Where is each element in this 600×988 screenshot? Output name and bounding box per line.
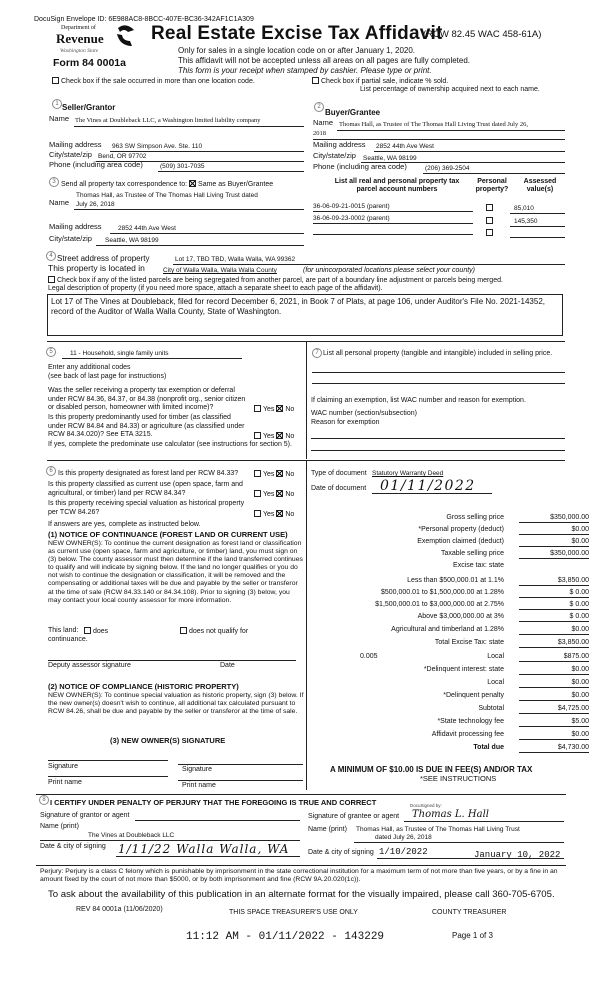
assessed-value[interactable]: 145,350 xyxy=(514,218,538,225)
buyer-name-label: Name xyxy=(313,118,334,127)
treasurer-stamp: 11:12 AM - 01/11/2022 - 143229 xyxy=(186,931,385,943)
partial-sale-label: Check box if partial sale, indicate % sold. xyxy=(321,78,449,85)
buyer-name-cont[interactable]: 2018 xyxy=(313,130,326,137)
checkbox[interactable] xyxy=(312,77,319,84)
parcels-heading: List all real and personal property tax parcel account numbers xyxy=(334,178,460,194)
notice-continuance-title: (1) NOTICE OF CONTINUANCE (FOREST LAND OR CURRENT USE) xyxy=(48,530,288,539)
section-num-1: 1 xyxy=(52,99,62,109)
page-title: Real Estate Excise Tax Affidavit xyxy=(151,23,443,44)
wa-logo-icon xyxy=(114,24,136,48)
tax-row-value[interactable]: $0.00 xyxy=(519,731,589,740)
grantor-name[interactable]: The Vines at Doubleback LLC xyxy=(88,832,175,839)
land-label: This land: xyxy=(48,627,79,634)
tax-row-value[interactable]: $3,850.00 xyxy=(519,577,589,586)
tax-row-value[interactable]: $5.00 xyxy=(519,718,589,727)
seller-city-label: City/state/zip xyxy=(49,150,92,159)
checkbox[interactable] xyxy=(52,77,59,84)
does-checkbox[interactable]: does xyxy=(84,627,108,636)
historic-yes-no[interactable]: Yes No xyxy=(254,510,294,519)
forest-land-question: Is this property designated as forest land per RCW 84.33? xyxy=(58,470,239,477)
correspondence-city-label: City/state/zip xyxy=(49,234,92,243)
predominate-use-note: If yes, complete the predominate use calculator (see instructions for section 5). xyxy=(48,441,292,448)
segregated-checkbox[interactable] xyxy=(48,276,503,285)
correspondence-city[interactable]: Seattle, WA 98199 xyxy=(105,237,159,244)
tax-row-value[interactable]: $4,725.00 xyxy=(519,705,589,714)
notice-compliance-text: NEW OWNER(S): To continue special valuation as historic property, sign (3) below. If the new owner(s) doesn't wish to continue, all additional tax calculated pursuant to RCW 84.26, shall be due and payable by the seller or transferor at the time of sale. xyxy=(48,692,304,716)
treasurer-use-label: THIS SPACE TREASURER'S USE ONLY xyxy=(229,909,358,916)
header-note: This form is your receipt when stamped by cashier. Please type or print. xyxy=(178,66,432,75)
dept-state: Washington State xyxy=(60,48,99,54)
land-use-code[interactable]: 11 - Household, single family units xyxy=(70,350,169,357)
grantee-signature[interactable]: Thomas L. Hall xyxy=(412,809,489,820)
tax-row-label: $500,000.01 to $1,500,000.00 at 1.28% xyxy=(381,589,504,596)
tax-row-label: Less than $500,000.01 at 1.1% xyxy=(407,577,504,584)
buyer-city-label: City/state/zip xyxy=(313,151,356,160)
personal-heading: Personal property? xyxy=(475,178,509,194)
print-name-label: Print name xyxy=(182,782,216,789)
tax-row-label: Above $3,000,000.00 at 3% xyxy=(417,613,504,620)
same-as-buyer-checkbox[interactable] xyxy=(189,180,196,187)
timber-question: Is this property predominantly used for timber (as classified under RCW 84.84 and 84.33) or agriculture (as classified under RCW 84.34.020)? See ETA 3215. xyxy=(48,414,245,438)
multi-location-label: Check box if the sale occurred in more than one location code. xyxy=(61,78,255,85)
tax-row-label: Total due xyxy=(473,744,504,751)
section-num-4: 4 xyxy=(46,251,56,261)
tax-row-label: Total Excise Tax: state xyxy=(434,639,504,646)
segregated-label: Check box if any of the listed parcels are being segregated from another parcel, are part of a boundary line adjustment or parcels being merged. xyxy=(57,277,503,284)
correspondence-mailing[interactable]: 2852 44th Ave West xyxy=(118,225,176,232)
docusigned-label: DocuSigned by: xyxy=(410,803,442,808)
seller-city[interactable]: Bend, OR 97702 xyxy=(98,153,147,160)
tax-row-label: Local xyxy=(487,679,504,686)
seller-phone-label: Phone (including area code) xyxy=(49,160,143,169)
grantor-date-city-label: Date & city of signing xyxy=(40,843,106,850)
multi-location-checkbox[interactable] xyxy=(52,77,255,86)
tax-row-value[interactable]: $0.00 xyxy=(519,666,589,675)
print-name-label: Print name xyxy=(48,779,82,786)
grantee-date-city-label: Date & city of signing xyxy=(308,849,374,856)
notice-continuance-text: NEW OWNER(S): To continue the current designation as forest land or classification as current use (open space, farm and agriculture, or timber) land, you must sign on (3) below. The county assessor must then determine if the land transferred continues to qualify and will indicate by signing below. If the land no longer qualifies or you do not wish to continue the designation or classification, it will be removed and the compensating or additional taxes will be due and payable by the seller or transferor at the time of sale (RCW 84.33.140 or 84.34.108). Prior to signing (3) below, you may contact your local county assessor for more information. xyxy=(48,540,303,604)
grantee-name-label: Name (print) xyxy=(308,826,347,833)
tax-row-value[interactable]: $350,000.00 xyxy=(519,514,589,523)
correspondence-name-line1[interactable]: Thomas Hall, as Trustee of The Thomas Hall Living Trust dated xyxy=(76,192,258,199)
tax-row-value[interactable]: $0.00 xyxy=(519,538,589,547)
located-note: (for unincorporated locations please select your county) xyxy=(303,267,475,274)
form-revision: REV 84 0001a (11/06/2020) xyxy=(76,906,163,913)
section-num-3: 3 xyxy=(49,177,59,187)
local-rate: 0.005 xyxy=(360,653,378,660)
buyer-mailing-label: Mailing address xyxy=(313,140,366,149)
seller-name[interactable]: The Vines at Doubleback LLC, a Washington limited liability company xyxy=(75,117,261,124)
street-label: Street address of property xyxy=(57,254,150,263)
tax-row-value[interactable]: $ 0.00 xyxy=(519,613,589,622)
dept-name: Revenue xyxy=(56,31,104,46)
form-number: Form 84 0001a xyxy=(53,57,126,69)
exemption-reason-label: Reason for exemption xyxy=(311,419,380,426)
parcel-number[interactable]: 36-06-09-23-0002 (parent) xyxy=(313,215,390,222)
tax-row-label: *Delinquent interest: state xyxy=(423,666,504,673)
grantee-name[interactable]: Thomas Hall, as Trustee of The Thomas Hall Living Trust xyxy=(356,826,520,833)
tax-row-label: *State technology fee xyxy=(437,718,504,725)
street-address[interactable]: Lot 17, TBD TBD, Walla Walla, WA 99362 xyxy=(175,256,296,263)
buyer-phone-label: Phone (including area code) xyxy=(313,162,407,171)
section-num-2: 2 xyxy=(314,102,324,112)
certify-title: I CERTIFY UNDER PENALTY OF PERJURY THAT THE FOREGOING IS TRUE AND CORRECT xyxy=(50,798,377,807)
assessed-heading: Assessed value(s) xyxy=(523,178,557,194)
tax-row-value[interactable]: $ 0.00 xyxy=(519,601,589,610)
grantee-date[interactable]: 1/10/2022 xyxy=(379,847,428,857)
notice-compliance-title: (2) NOTICE OF COMPLIANCE (HISTORIC PROPERTY) xyxy=(48,682,239,691)
tax-row-label: Local xyxy=(487,653,504,660)
deputy-signature-label: Deputy assessor signature xyxy=(48,662,131,669)
doc-date[interactable]: 01/11/2022 xyxy=(380,478,476,494)
tax-row-value[interactable]: $4,730.00 xyxy=(519,744,589,753)
located-label: This property is located in xyxy=(48,263,145,273)
see-instructions: *SEE INSTRUCTIONS xyxy=(420,774,497,783)
tax-row-value[interactable]: $ 0.00 xyxy=(519,589,589,598)
tax-row-label: Excise tax: state xyxy=(453,562,504,569)
buyer-phone[interactable]: (206) 369-2504 xyxy=(425,165,470,172)
correspondence-mailing-label: Mailing address xyxy=(49,222,102,231)
assessed-value[interactable]: 85,010 xyxy=(514,205,534,212)
continuance-label: continuance. xyxy=(48,636,88,643)
partial-sale-checkbox[interactable] xyxy=(312,77,448,86)
legal-label: Legal description of property (if you need more space, attach a separate sheet to each page of the affidavit). xyxy=(48,285,383,292)
dept-line: Department of xyxy=(61,25,96,31)
grantor-signature-label: Signature of grantor or agent xyxy=(40,812,130,819)
doc-date-label: Date of document xyxy=(311,485,367,492)
header-note: Only for sales in a single location code on or after January 1, 2020. xyxy=(178,46,416,55)
located-in[interactable]: City of Walla Walla, Walla Walla County xyxy=(163,267,277,274)
seller-mailing-label: Mailing address xyxy=(49,140,102,149)
if-yes-note: If answers are yes, complete as instructed below. xyxy=(48,521,201,528)
tax-row-value[interactable]: $0.00 xyxy=(519,526,589,535)
personal-property-checkbox[interactable] xyxy=(486,229,495,238)
tax-row-label: Gross selling price xyxy=(446,514,504,521)
minimum-fee-note: A MINIMUM OF $10.00 IS DUE IN FEE(S) AND/OR TAX xyxy=(330,765,533,774)
percentage-note: List percentage of ownership acquired next to each name. xyxy=(360,86,540,93)
envelope-id: DocuSign Envelope ID: 6E988AC8-8BCC-407E-BC36-342AF1C1A309 xyxy=(34,16,254,23)
signature-label: Signature xyxy=(48,763,78,770)
current-use-question: Is this property classified as current use (open space, farm and agricultural, or timber) land per RCW 84.34? xyxy=(48,481,243,497)
doc-type[interactable]: Statutory Warranty Deed xyxy=(372,470,444,477)
new-owner-signature-title: (3) NEW OWNER(S) SIGNATURE xyxy=(110,736,226,745)
grantor-date-city[interactable]: 1/11/22 Walla Walla, WA xyxy=(118,842,290,856)
tax-row-label: Affidavit processing fee xyxy=(431,731,504,738)
tax-row-label: Exemption claimed (deduct) xyxy=(417,538,504,545)
timber-yes-no[interactable]: Yes No xyxy=(254,432,294,441)
grantor-name-label: Name (print) xyxy=(40,823,79,830)
rcw-reference: (RCW 82.45 WAC 458-61A) xyxy=(423,29,542,40)
tax-row-label: Taxable selling price xyxy=(440,550,504,557)
buyer-mailing[interactable]: 2852 44th Ave West xyxy=(376,143,434,150)
seller-phone[interactable]: (509) 301-7035 xyxy=(160,163,205,170)
seller-mailing[interactable]: 963 SW Simpson Ave. Ste. 110 xyxy=(112,143,203,150)
tax-row-label: Agricultural and timberland at 1.28% xyxy=(391,626,504,633)
exemption-yes-no[interactable]: Yes No xyxy=(254,405,294,414)
tax-row-value[interactable]: $350,000.00 xyxy=(519,550,589,559)
wac-claim-label: If claiming an exemption, list WAC number and reason for exemption. xyxy=(311,397,526,404)
grantee-name-cont[interactable]: dated July 26, 2018 xyxy=(375,834,432,841)
see-back-label: (see back of last page for instructions) xyxy=(48,373,167,380)
tax-row-value[interactable]: $0.00 xyxy=(519,626,589,635)
doc-type-label: Type of document xyxy=(311,470,367,477)
correspondence-name-label: Name xyxy=(49,198,70,207)
tax-row-label: *Delinquent penalty xyxy=(443,692,504,699)
grantee-signature-label: Signature of grantee or agent xyxy=(308,813,400,820)
exemption-question: Was the seller receiving a property tax exemption or deferral under RCW 84.36, 84.37, or 84.38 (nonprofit org., senior citizen or disabled person, homeowner with limited income)? xyxy=(48,387,246,411)
section-num-6: 6 xyxy=(46,466,56,476)
buyer-city[interactable]: Seattle, WA 98199 xyxy=(363,155,417,162)
parcel-number[interactable]: 36-06-09-21-0015 (parent) xyxy=(313,203,390,210)
tax-row-value[interactable]: $3,850.00 xyxy=(519,639,589,648)
tax-row-value[interactable]: $0.00 xyxy=(519,679,589,688)
wac-number-label: WAC number (section/subsection) xyxy=(311,410,417,417)
header-note: This affidavit will not be accepted unless all areas on all pages are fully completed. xyxy=(178,56,471,65)
seller-heading: Seller/Grantor xyxy=(62,103,116,112)
tax-row-value[interactable]: $0.00 xyxy=(519,692,589,701)
tax-row-label: $1,500,000.01 to $3,000,000.00 at 2.75% xyxy=(375,601,504,608)
current-use-yes-no[interactable]: Yes No xyxy=(254,490,294,499)
page-number: Page 1 of 3 xyxy=(452,931,493,940)
buyer-heading: Buyer/Grantee xyxy=(325,108,381,117)
header-notes xyxy=(178,46,470,76)
grantee-date-long[interactable]: January 10, 2022 xyxy=(474,850,561,860)
personal-property-checkbox[interactable] xyxy=(486,204,495,213)
correspondence-label: Send all property tax correspondence to: Same as Buyer/Grantee xyxy=(61,181,274,188)
section-num-5: 5 xyxy=(46,347,56,357)
personal-property-list: List all personal property (tangible and intangible) included in selling price. xyxy=(323,350,553,357)
section-num-7: 7 xyxy=(312,348,322,358)
legal-description[interactable]: Lot 17 of The Vines at Doubleback, filed for record December 6, 2021, in Book 7 of Plats, at page 106, under Auditor's File No. 2021-14352, record of the Auditor of Walla Walla County, State of Washington. xyxy=(47,294,563,336)
forest-yes-no[interactable]: Yes No xyxy=(254,470,294,479)
deputy-date-label: Date xyxy=(220,662,235,669)
personal-property-checkbox[interactable] xyxy=(486,217,495,226)
buyer-name[interactable]: Thomas Hall, as Trustee of The Thomas Hall Living Trust dated July 26, xyxy=(339,121,528,128)
alt-format-note: To ask about the availability of this publication in an alternate format for the visually impaired, please call 360-705-6705. xyxy=(48,889,555,900)
tax-row-label: Subtotal xyxy=(478,705,504,712)
does-not-checkbox[interactable]: does not qualify for xyxy=(180,627,248,636)
tax-row-value[interactable]: $875.00 xyxy=(519,653,589,662)
seller-name-label: Name xyxy=(49,114,70,123)
tax-row-label: *Personal property (deduct) xyxy=(418,526,504,533)
additional-codes-label: Enter any additional codes xyxy=(48,364,131,371)
correspondence-name-line2[interactable]: July 26, 2018 xyxy=(76,201,115,208)
section-num-8: 8 xyxy=(39,795,49,805)
perjury-notice: Perjury: Perjury is a class C felony which is punishable by imprisonment in the state correctional institution for a maximum term of not more than five years, or by a fine in an amount fixed by the court of not more than $5000, or by both imprisonment and fine (RCW 9A.20.020(1c)). xyxy=(40,868,558,884)
county-treasurer-label: COUNTY TREASURER xyxy=(432,909,507,916)
signature-label: Signature xyxy=(182,766,212,773)
historic-question: Is this property receiving special valuation as historical property per TCW 84.26? xyxy=(48,500,245,516)
